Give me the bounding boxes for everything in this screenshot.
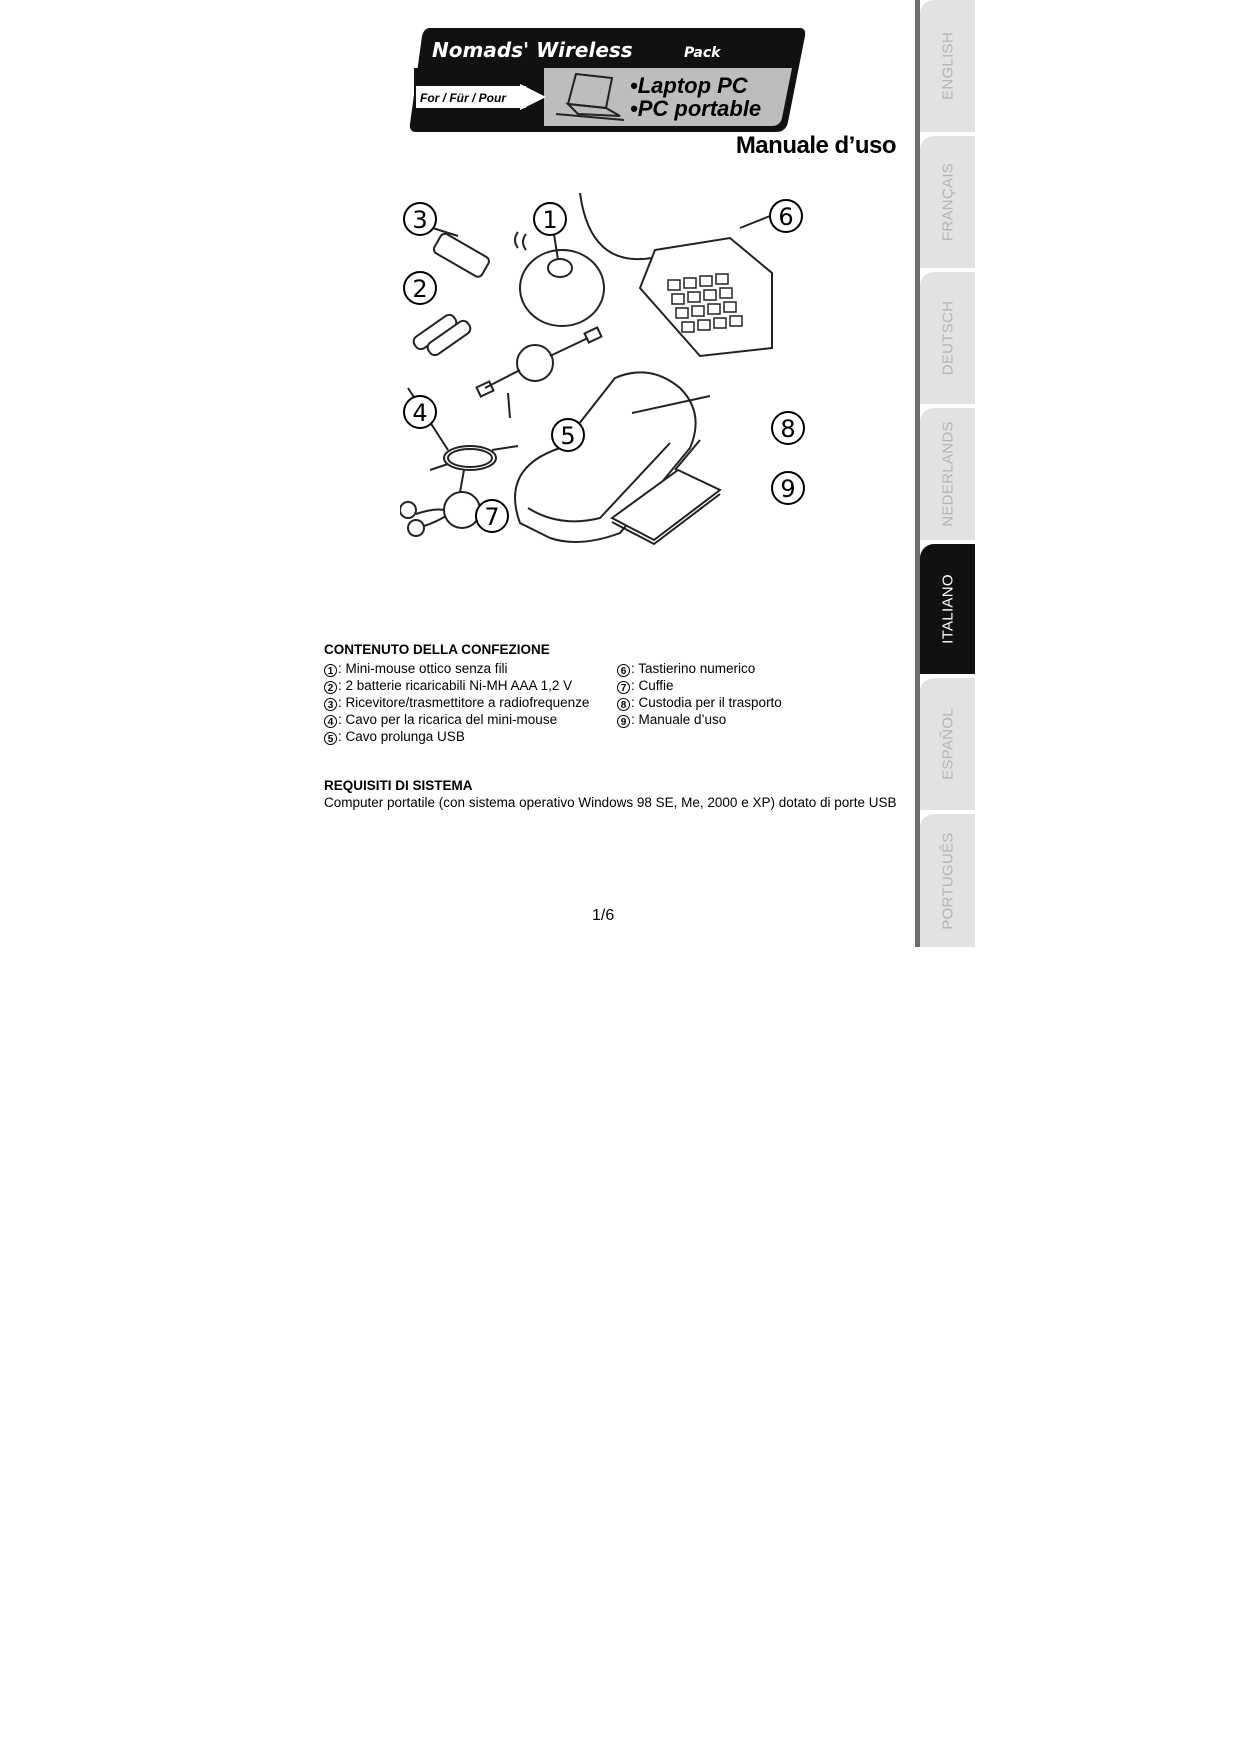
callout-5-label: 5 xyxy=(560,422,576,450)
product-line-1: •Laptop PC xyxy=(630,73,748,98)
lang-tab-nederlands[interactable] xyxy=(920,408,975,540)
contents-item-4 xyxy=(324,711,557,728)
callout-9-label: 9 xyxy=(780,475,796,503)
callout-1-label: 1 xyxy=(542,206,558,234)
contents-item-text: : Cavo per la ricarica del mini-mouse xyxy=(338,712,558,727)
lang-tab-english[interactable] xyxy=(920,0,975,132)
lang-tab-label: PORTUGUÊS xyxy=(939,831,956,930)
contents-item-text: : Custodia per il trasporto xyxy=(631,695,782,710)
number-badge: 8 xyxy=(617,698,630,711)
contents-item-text: : Manuale d’uso xyxy=(631,712,727,727)
lang-tab-deutsch[interactable] xyxy=(920,272,975,404)
contents-item-text: : Cavo prolunga USB xyxy=(338,729,465,744)
brand-suffix: Pack xyxy=(684,45,721,61)
contents-item-1 xyxy=(324,660,508,677)
number-badge: 7 xyxy=(617,681,630,694)
requirements-heading: REQUISITI DI SISTEMA xyxy=(324,778,473,793)
requirements-text: Computer portatile (con sistema operativo Windows 98 SE, Me, 2000 e XP) dotato di porte USB xyxy=(324,795,897,810)
contents-heading: CONTENUTO DELLA CONFEZIONE xyxy=(324,642,550,657)
callout-8-label: 8 xyxy=(780,415,796,443)
keypad-drawing xyxy=(580,193,772,356)
lang-tab-label: DEUTSCH xyxy=(939,300,956,376)
lang-tab-label: ENGLISH xyxy=(939,32,956,100)
lang-tab-francais[interactable] xyxy=(920,136,975,268)
lang-tab-label: NEDERLANDS xyxy=(939,421,956,527)
number-badge: 3 xyxy=(324,698,337,711)
callout-6-label: 6 xyxy=(778,203,794,231)
callout-3-label: 3 xyxy=(412,206,428,234)
batteries-drawing xyxy=(411,313,472,358)
number-badge: 2 xyxy=(324,681,337,694)
number-badge: 4 xyxy=(324,715,337,728)
number-badge: 5 xyxy=(324,732,337,745)
callout-7-label: 7 xyxy=(484,503,500,531)
contents-item-text: : Cuffie xyxy=(631,678,674,693)
product-line-2: •PC portable xyxy=(630,96,762,121)
contents-item-9 xyxy=(617,711,726,728)
lang-tab-label: FRANÇAIS xyxy=(939,162,956,242)
contents-item-5 xyxy=(324,728,465,745)
lang-tab-label: ESPAÑOL xyxy=(939,708,956,780)
manual-title: Manuale d’uso xyxy=(735,132,896,159)
usb-cable-drawing xyxy=(477,328,602,418)
contents-item-text: : Ricevitore/trasmettitore a radiofrequenze xyxy=(338,695,590,710)
brand-name: Nomads' Wireless xyxy=(432,38,633,62)
number-badge: 6 xyxy=(617,664,630,677)
callout-2-label: 2 xyxy=(412,275,428,303)
contents-item-6 xyxy=(617,660,755,677)
callout-4-label: 4 xyxy=(412,399,428,427)
lang-tab-portugues[interactable] xyxy=(920,814,975,947)
number-badge: 1 xyxy=(324,664,337,677)
contents-item-text: : 2 batterie ricaricabili Ni-MH AAA 1,2 V xyxy=(338,678,573,693)
contents-item-7 xyxy=(617,677,674,694)
contents-item-8 xyxy=(617,694,782,711)
contents-illustration xyxy=(400,188,830,618)
contents-item-text: : Mini-mouse ottico senza fili xyxy=(338,661,508,676)
lang-tab-italiano[interactable] xyxy=(920,544,975,674)
contents-item-2 xyxy=(324,677,572,694)
product-logo xyxy=(408,26,806,134)
for-label: For / Für / Pour xyxy=(420,91,506,105)
number-badge: 9 xyxy=(617,715,630,728)
lang-tab-espanol[interactable] xyxy=(920,678,975,810)
lang-tab-label: ITALIANO xyxy=(939,574,956,644)
contents-item-3 xyxy=(324,694,589,711)
page-number: 1/6 xyxy=(592,907,615,924)
contents-item-text: : Tastierino numerico xyxy=(631,661,756,676)
